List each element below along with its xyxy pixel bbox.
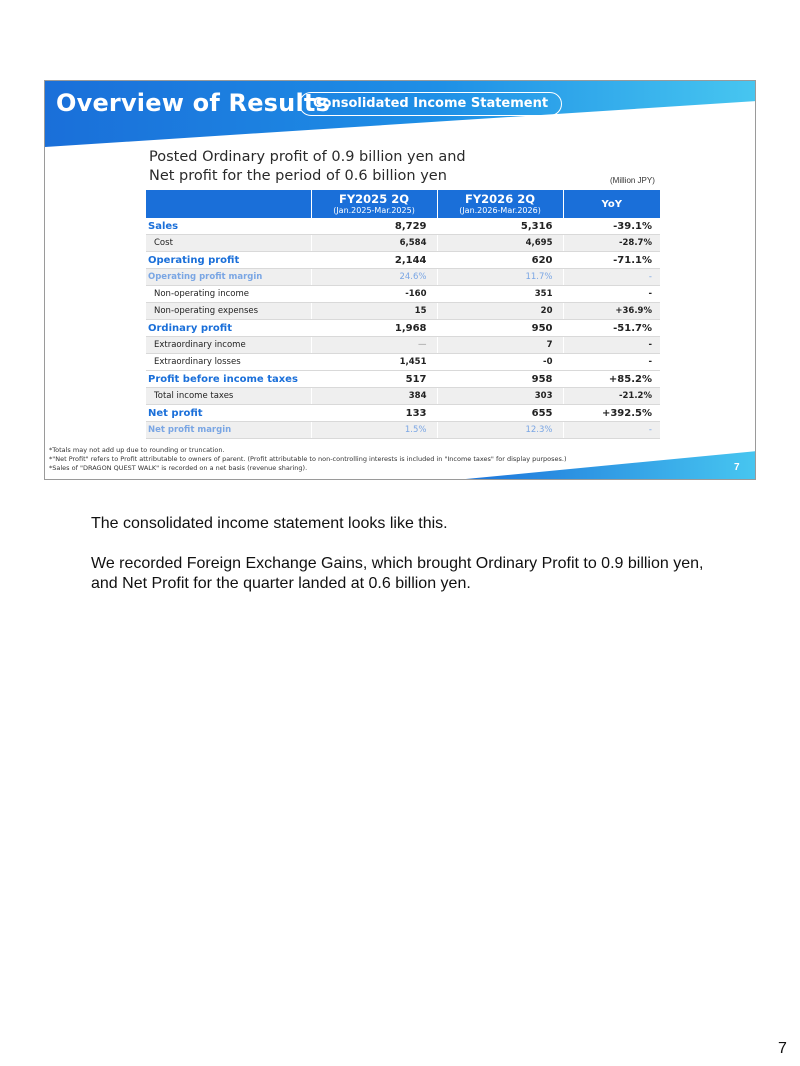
cell-fy2026: 11.7% xyxy=(437,269,563,286)
table-row xyxy=(146,405,660,422)
cell-fy2026: 12.3% xyxy=(437,422,563,439)
footnote: *Sales of "DRAGON QUEST WALK" is recorded on a net basis (revenue sharing). xyxy=(49,464,308,472)
income-statement-table xyxy=(146,190,660,439)
cell-fy2025: 1,451 xyxy=(311,354,437,371)
speaker-note-paragraph: The consolidated income statement looks like this. xyxy=(91,515,448,532)
cell-yoy: - xyxy=(563,337,660,354)
row-label: Non-operating expenses xyxy=(146,303,311,320)
speaker-note-paragraph: We recorded Foreign Exchange Gains, which brought Ordinary Profit to 0.9 billion yen, and Net Profit for the quarter landed at 0.6 billion yen. xyxy=(91,555,704,592)
cell-fy2026: 958 xyxy=(437,371,563,388)
cell-yoy: +85.2% xyxy=(563,371,660,388)
cell-fy2025: 384 xyxy=(311,388,437,405)
headline-line-1: Posted Ordinary profit of 0.9 billion yen and xyxy=(149,149,466,165)
table-row xyxy=(146,388,660,405)
speaker-notes xyxy=(91,514,711,614)
cell-fy2025: 133 xyxy=(311,405,437,422)
cell-fy2026: 5,316 xyxy=(437,218,563,235)
footnote: *"Net Profit" refers to Profit attributable to owners of parent. (Profit attributable to non-controlling interests is included in "Income taxes" for display purposes.) xyxy=(49,455,567,463)
cell-yoy: -39.1% xyxy=(563,218,660,235)
cell-fy2026: 303 xyxy=(437,388,563,405)
cell-yoy: -28.7% xyxy=(563,235,660,252)
row-label: Operating profit xyxy=(146,252,311,269)
table-row xyxy=(146,252,660,269)
cell-yoy: - xyxy=(563,269,660,286)
cell-fy2025: -160 xyxy=(311,286,437,303)
cell-fy2026: 351 xyxy=(437,286,563,303)
table-header-row xyxy=(146,190,660,218)
cell-fy2025: 1,968 xyxy=(311,320,437,337)
cell-fy2026: 950 xyxy=(437,320,563,337)
table-row xyxy=(146,286,660,303)
cell-yoy: -71.1% xyxy=(563,252,660,269)
cell-fy2026: 20 xyxy=(437,303,563,320)
column-header-yoy: YoY xyxy=(563,190,660,218)
unit-label: (Million JPY) xyxy=(610,176,655,185)
cell-fy2025: 517 xyxy=(311,371,437,388)
table-row xyxy=(146,422,660,439)
row-label: Total income taxes xyxy=(146,388,311,405)
cell-fy2025: 15 xyxy=(311,303,437,320)
table-row xyxy=(146,218,660,235)
slide-frame xyxy=(44,80,756,480)
table-row xyxy=(146,337,660,354)
table-row xyxy=(146,303,660,320)
column-title: FY2025 2Q xyxy=(339,191,409,206)
cell-yoy: - xyxy=(563,422,660,439)
cell-yoy: - xyxy=(563,354,660,371)
cell-fy2026: -0 xyxy=(437,354,563,371)
row-label: Cost xyxy=(146,235,311,252)
slide-number: 7 xyxy=(734,462,740,473)
cell-fy2025: 2,144 xyxy=(311,252,437,269)
row-label: Operating profit margin xyxy=(146,269,311,286)
table-row xyxy=(146,269,660,286)
headline-line-2: Net profit for the period of 0.6 billion yen xyxy=(149,168,447,184)
cell-fy2026: 620 xyxy=(437,252,563,269)
row-label: Extraordinary losses xyxy=(146,354,311,371)
cell-fy2025: 24.6% xyxy=(311,269,437,286)
table-row xyxy=(146,235,660,252)
row-label: Net profit margin xyxy=(146,422,311,439)
table-row xyxy=(146,371,660,388)
slide-subtitle: Consolidated Income Statement xyxy=(299,92,562,116)
row-label: Ordinary profit xyxy=(146,320,311,337)
cell-yoy: +392.5% xyxy=(563,405,660,422)
cell-fy2026: 655 xyxy=(437,405,563,422)
cell-fy2025: — xyxy=(311,337,437,354)
row-label: Sales xyxy=(146,218,311,235)
column-header-fy2025 xyxy=(311,190,437,218)
column-header-label xyxy=(146,190,311,218)
headline xyxy=(149,148,466,186)
footnote: *Totals may not add up due to rounding or truncation. xyxy=(49,446,225,454)
table-row xyxy=(146,320,660,337)
page-number: 7 xyxy=(778,1040,787,1057)
table-row xyxy=(146,354,660,371)
cell-yoy: - xyxy=(563,286,660,303)
row-label: Profit before income taxes xyxy=(146,371,311,388)
cell-yoy: -21.2% xyxy=(563,388,660,405)
column-header-fy2026 xyxy=(437,190,563,218)
cell-fy2025: 1.5% xyxy=(311,422,437,439)
cell-fy2026: 4,695 xyxy=(437,235,563,252)
cell-fy2025: 8,729 xyxy=(311,218,437,235)
slide-title: Overview of Results xyxy=(56,89,331,117)
row-label: Extraordinary income xyxy=(146,337,311,354)
cell-yoy: -51.7% xyxy=(563,320,660,337)
cell-fy2026: 7 xyxy=(437,337,563,354)
cell-yoy: +36.9% xyxy=(563,303,660,320)
cell-fy2025: 6,584 xyxy=(311,235,437,252)
column-period: (Jan.2025-Mar.2025) xyxy=(333,205,415,215)
column-title: FY2026 2Q xyxy=(465,191,535,206)
row-label: Net profit xyxy=(146,405,311,422)
row-label: Non-operating income xyxy=(146,286,311,303)
footnotes xyxy=(49,446,567,473)
column-period: (Jan.2026-Mar.2026) xyxy=(459,205,541,215)
